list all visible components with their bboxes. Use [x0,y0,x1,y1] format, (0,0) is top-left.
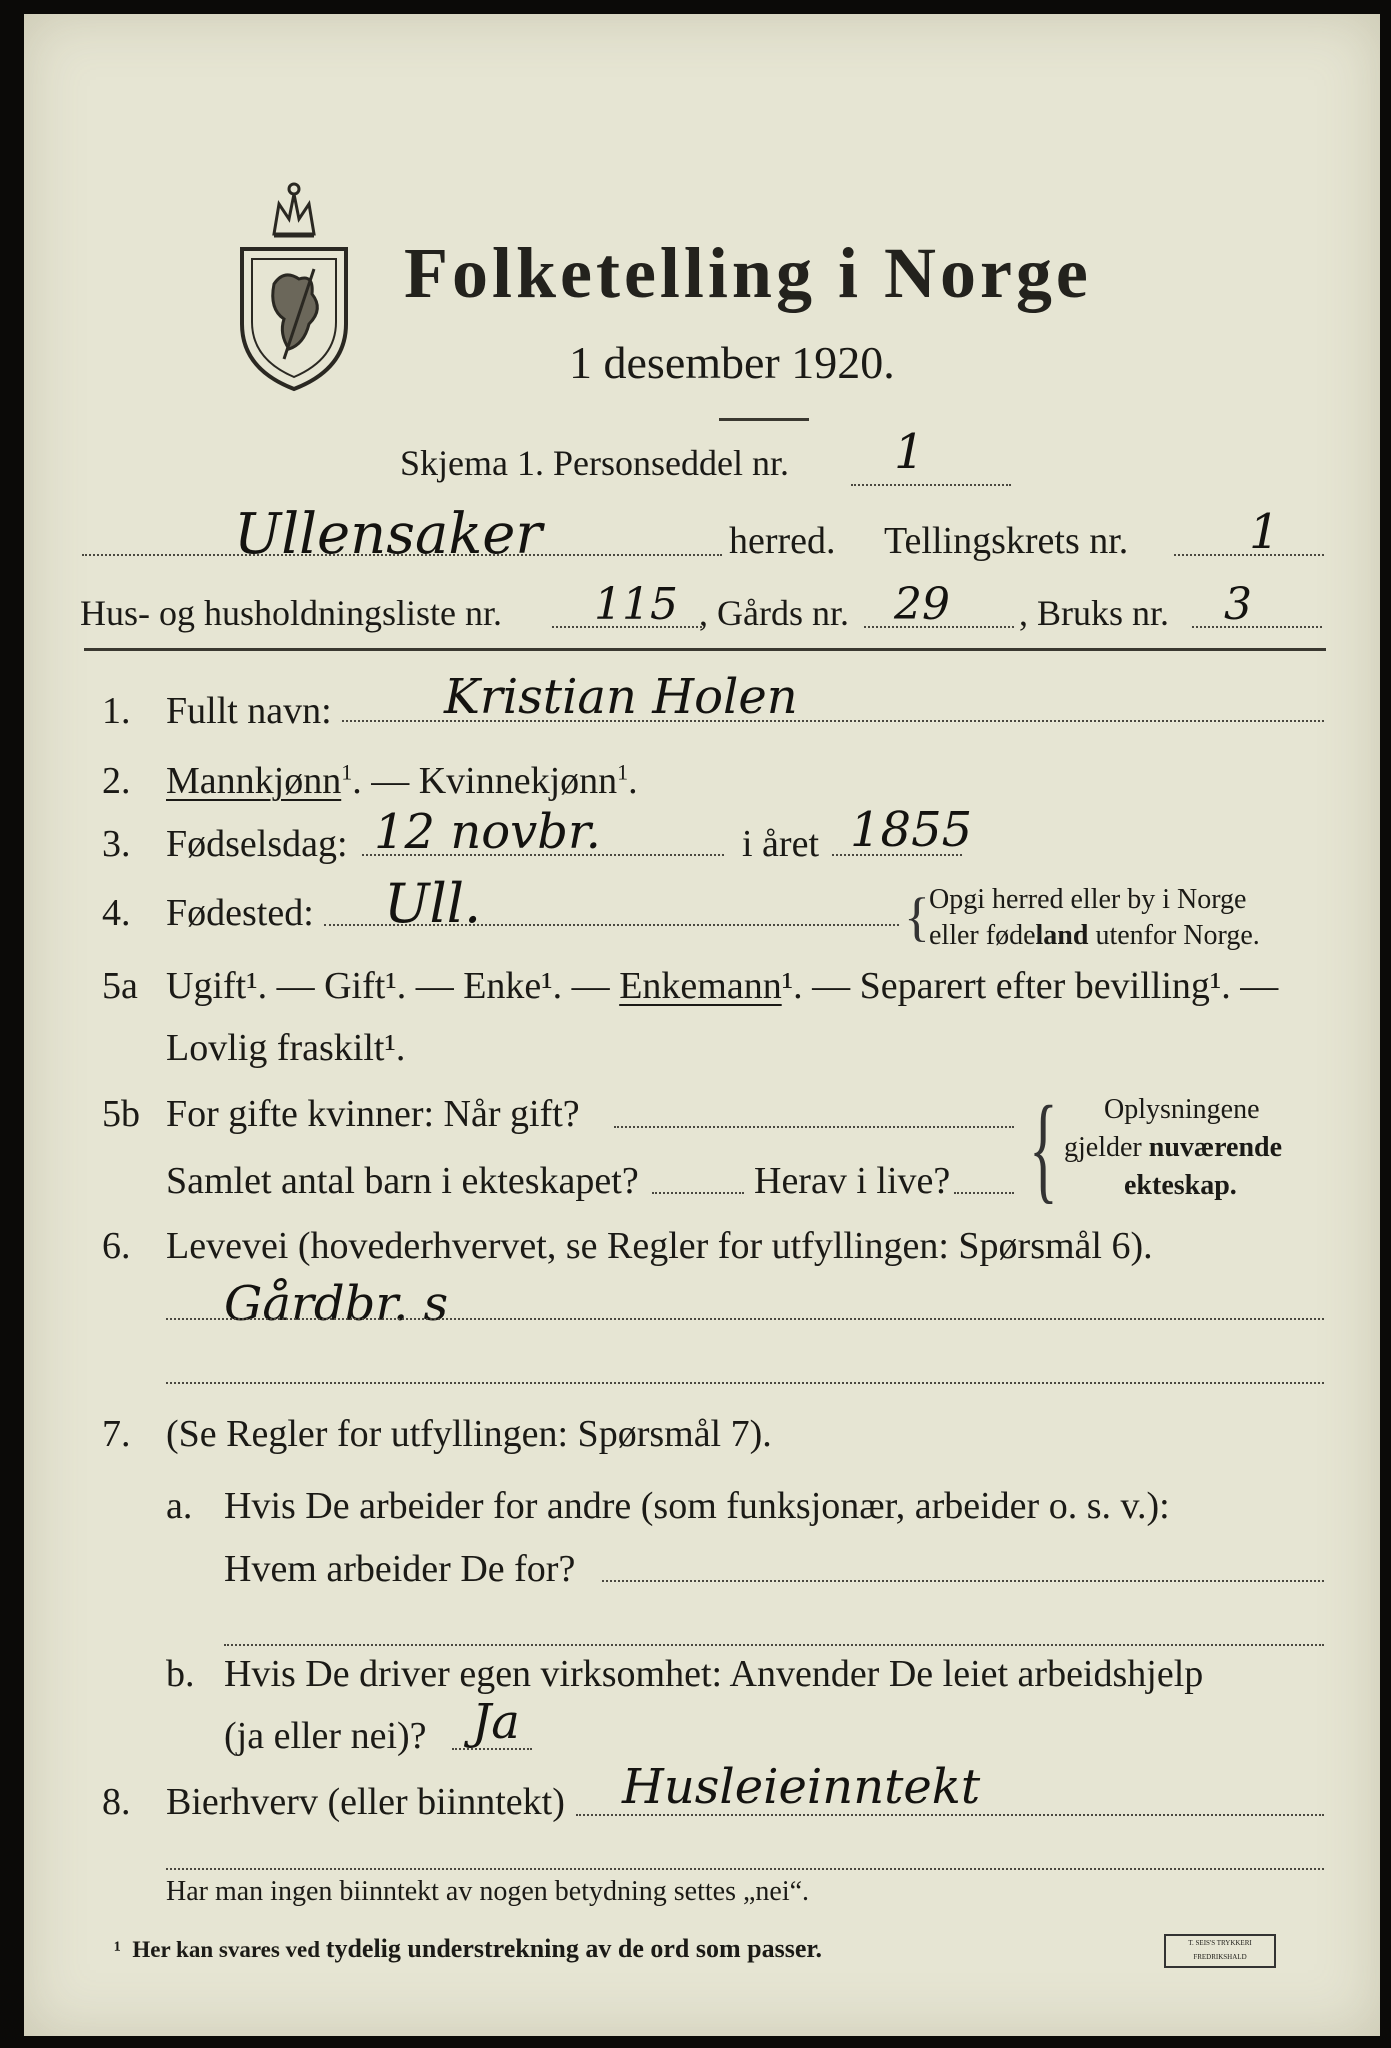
q5b-number: 5b [102,1093,140,1135]
form-title: Folketelling i Norge [404,233,1092,313]
marital-status-line2: Lovlig fraskilt¹. [166,1027,406,1069]
q4-note-1: Opgi herred eller by i Norge [929,884,1247,915]
side-income[interactable]: Husleieinntekt [622,1759,981,1815]
q5b-line2a: Samlet antal barn i ekteskapet? [166,1160,639,1202]
birthday[interactable]: 12 novbr. [374,804,601,860]
q5b-note-2: gjelder nuværende [1064,1132,1283,1163]
alive-line [954,1192,1014,1194]
option-enkemann[interactable]: Enkemann [619,965,782,1007]
personseddel-nr[interactable]: 1 [894,424,925,480]
herred-label: herred. [729,520,836,562]
title-divider [719,418,809,421]
gards-label: , Gårds nr. [699,593,849,633]
birth-year[interactable]: 1855 [850,802,973,858]
q3-number: 3. [102,823,131,865]
hus-nr[interactable]: 115 [594,579,678,630]
personseddel-line [851,484,1011,486]
census-date: 1 desember 1920. [569,337,895,388]
q7a-line1: Hvis De arbeider for andre (som funksjonær, arbeider o. s. v.): [224,1485,1170,1527]
q5b-note-1: Oplysningene [1104,1094,1260,1125]
no-income-note: Har man ingen biinntekt av nogen betydning settes „nei“. [166,1876,810,1907]
occupation[interactable]: Gårdbr. s [224,1276,449,1332]
q7b-line2: (ja eller nei)? [224,1715,427,1757]
tellingskrets-nr[interactable]: 1 [1249,504,1280,560]
tellingskrets-label: Tellingskrets nr. [884,520,1129,562]
q4-number: 4. [102,892,131,934]
employer-line-2 [224,1644,1324,1646]
q8-label: Bierhverv (eller biinntekt) [166,1781,565,1823]
children-line [652,1192,744,1194]
herred-name[interactable]: Ullensaker [234,502,543,567]
q5a-number: 5a [102,965,138,1007]
q5b-line2b: Herav i live? [754,1160,951,1202]
q2-number: 2. [102,760,131,802]
q6-label: Levevei (hovederhvervet, se Regler for utfyllingen: Spørsmål 6). [166,1225,1153,1267]
year-label: i året [742,823,820,865]
occupation-line-1 [166,1318,1324,1320]
schema-label: Skjema 1. Personseddel nr. [400,443,789,483]
birthplace[interactable]: Ull. [384,872,482,935]
q3-label: Fødselsdag: [166,823,348,865]
q4-note-2: eller fødeland utenfor Norge. [929,920,1260,951]
bruks-label: , Bruks nr. [1019,593,1170,633]
footnote: ¹ Her kan svares ved tydelig understrekning av de ord som passer. [114,1934,823,1963]
q5b-note-3: ekteskap. [1124,1170,1237,1201]
q7-label: (Se Regler for utfyllingen: Spørsmål 7). [166,1413,772,1455]
option-mannkjonn[interactable]: Mannkjønn [166,760,342,802]
side-income-line-2 [166,1868,1324,1870]
q7b-letter: b. [166,1653,195,1695]
q4-label: Fødested: [166,892,314,934]
q5b-brace: { [1029,1081,1058,1214]
q8-number: 8. [102,1781,131,1823]
printer-stamp: T. SEIS'S TRYKKERI FREDRIKSHALD [1164,1934,1276,1968]
q4-brace: { [904,887,930,947]
q7b-line1: Hvis De driver egen virksomhet: Anvender De leiet arbeidshjelp [224,1653,1204,1695]
q6-number: 6. [102,1225,131,1267]
q1-label: Fullt navn: [166,690,332,732]
married-when-line [614,1126,1014,1128]
option-kvinnekjonn[interactable]: Kvinnekjønn [418,760,618,802]
gards-nr[interactable]: 29 [894,579,950,630]
hired-help-answer[interactable]: Ja [472,1694,520,1750]
hus-label: Hus- og husholdningsliste nr. [80,593,503,633]
bruks-nr[interactable]: 3 [1224,579,1252,630]
gender-options: Mannkjønn$^1$. — Kvinnekjønn$^1$. [166,759,638,802]
q7-number: 7. [102,1413,131,1455]
q7a-line2: Hvem arbeider De for? [224,1548,576,1590]
full-name[interactable]: Kristian Holen [444,669,798,725]
marital-status-options: Ugift¹. — Gift¹. — Enke¹. — Enkemann¹. — Separert efter bevilling¹. — [166,965,1279,1007]
census-form [24,14,1380,2036]
employer-line-1 [602,1580,1324,1582]
coat-of-arms-icon [234,174,354,394]
q1-number: 1. [102,690,131,732]
q7a-letter: a. [166,1485,193,1527]
bruks-line [1192,626,1322,628]
occupation-line-2 [166,1382,1324,1384]
q5b-line1: For gifte kvinner: Når gift? [166,1093,580,1135]
header-divider [84,648,1326,651]
